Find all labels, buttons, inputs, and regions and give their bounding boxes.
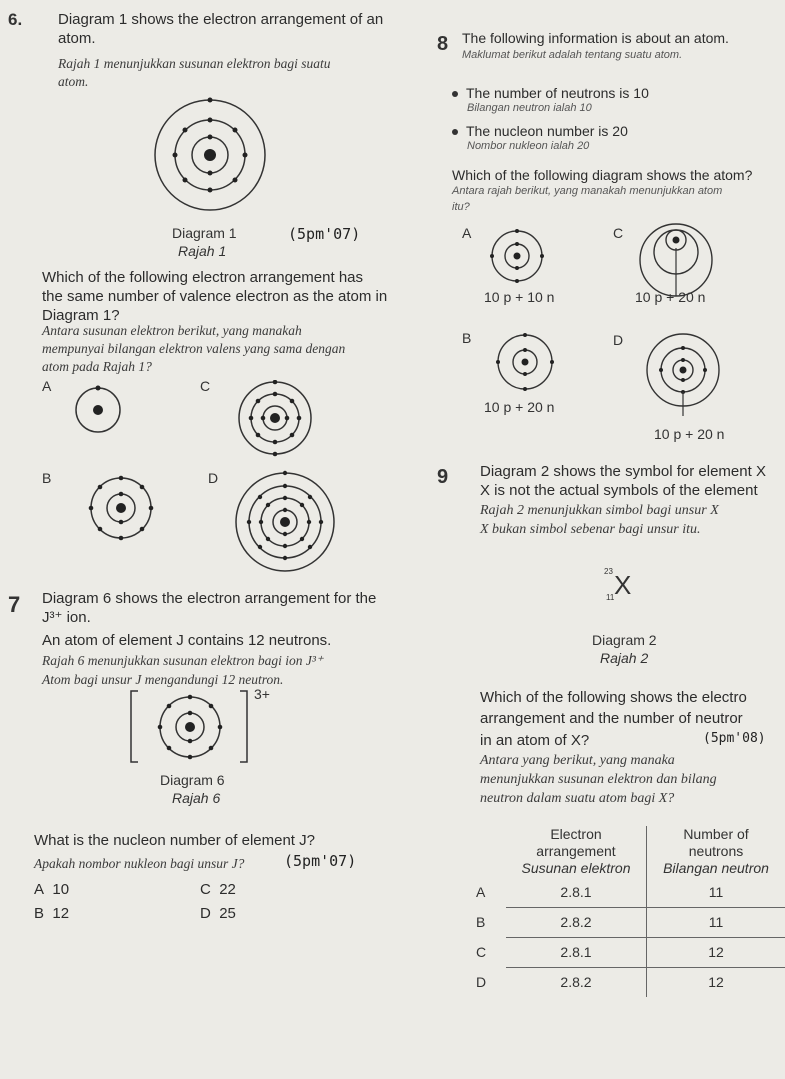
diagram1-caption-my: Rajah 1 [178, 243, 227, 259]
q6-question3: Diagram 1? [42, 307, 120, 324]
q8-bullet1-my: Bilangan neutron ialah 10 [467, 102, 592, 114]
q8-my1: Maklumat berikut adalah tentang suatu atom. [462, 49, 683, 61]
q8-bullet2-text: The nucleon number is 20 [466, 123, 628, 139]
header-number-of-neutrons [647, 826, 785, 877]
row-option-letter[interactable]: A [476, 884, 486, 900]
q7-option-d[interactable] [200, 904, 236, 923]
q9-my2: X bukan simbol sebenar bagi unsur itu. [480, 522, 701, 537]
q8-question1: Which of the following diagram shows the atom? [452, 167, 753, 183]
diagram6-caption-my: Rajah 6 [172, 790, 221, 806]
row-electron-arrangement: 2.8.1 [506, 937, 647, 967]
diagram2-caption-my: Rajah 2 [600, 650, 649, 666]
q7-question-my1: Apakah nombor nukleon bagi unsur J? [34, 856, 245, 871]
q7-option-b[interactable] [34, 904, 69, 923]
q6-option-d-letter[interactable]: D [208, 470, 219, 486]
header-ea-text: Electron arrangement [536, 826, 616, 859]
bullet-icon [452, 91, 458, 97]
q8-option-c-label: 10 p + 20 n [635, 289, 706, 305]
q8-question-my2: itu? [452, 201, 470, 213]
q7-handwritten-note: (5pm'07) [284, 852, 357, 870]
q9-handwritten-note: (5pm'08) [703, 731, 766, 746]
q9-mass-number: 23 [604, 567, 613, 576]
q6-my1: Rajah 1 menunjukkan susunan elektron bagi suatu [58, 56, 331, 71]
q9-line1: Diagram 2 shows the symbol for element X [480, 463, 766, 480]
q6-question-my1: Antara susunan elektron berikut, yang manakah [42, 323, 302, 338]
q6-option-a-letter[interactable]: A [42, 378, 52, 394]
row-neutrons: 11 [647, 907, 785, 937]
table-row[interactable] [476, 907, 785, 937]
q8-line1: The following information is about an atom. [462, 30, 729, 46]
q7-question1: What is the nucleon number of element J? [34, 832, 315, 849]
row-neutrons: 12 [647, 937, 785, 967]
q6-handwritten-note: (5pm'07) [288, 225, 361, 243]
q9-question-my2: menunjukkan susunan elektron dan bilang [480, 772, 717, 787]
q6-line2: atom. [58, 30, 96, 47]
header-n-my-text: Bilangan neutron [663, 860, 769, 876]
option-value: 25 [219, 905, 236, 922]
q9-question1: Which of the following shows the electro [480, 689, 747, 706]
option-letter: D [200, 905, 211, 922]
q7-option-c[interactable] [200, 880, 236, 899]
row-option-letter[interactable]: B [476, 914, 486, 930]
q6-number: 6. [8, 10, 23, 29]
diagram6-caption: Diagram 6 [160, 772, 225, 788]
row-neutrons: 12 [647, 967, 785, 997]
row-electron-arrangement: 2.8.2 [560, 974, 592, 991]
q6-my2: atom. [58, 74, 89, 89]
q7-line3: An atom of element J contains 12 neutrons. [42, 632, 332, 649]
option-value: 22 [219, 881, 236, 898]
q7-my1: Rajah 6 menunjukkan susunan elektron bagi ion J³⁺ [42, 653, 324, 668]
diagram1-atom [140, 95, 280, 220]
q8-option-d-letter[interactable]: D [613, 332, 624, 348]
q6-option-d-atom[interactable] [230, 470, 340, 580]
q6-option-b-letter[interactable]: B [42, 470, 52, 486]
q6-option-b-atom[interactable] [85, 472, 157, 544]
table-row[interactable] [476, 877, 785, 907]
q9-question-my1: Antara yang berikut, yang manaka [480, 753, 675, 768]
option-letter: A [34, 881, 45, 898]
q9-answer-table [476, 826, 785, 997]
q6-option-c-letter[interactable]: C [200, 378, 211, 394]
q9-question-my3: neutron dalam suatu atom bagi X? [480, 791, 675, 806]
q7-number: 7 [8, 592, 21, 617]
q8-number: 8 [437, 33, 449, 55]
table-row[interactable] [476, 967, 785, 997]
q8-option-a-letter[interactable]: A [462, 225, 472, 241]
q9-my1: Rajah 2 menunjukkan simbol bagi unsur X [480, 503, 719, 518]
row-electron-arrangement: 2.8.2 [506, 907, 647, 937]
q6-option-c-atom[interactable] [225, 380, 325, 460]
diagram1-caption: Diagram 1 [172, 225, 237, 241]
q7-ion: J³⁺ ion. [42, 609, 91, 626]
q6-question2: the same number of valence electron as the atom in [42, 288, 388, 305]
row-neutrons: 11 [647, 877, 785, 907]
q9-proton-number: 11 [606, 593, 615, 602]
q9-symbol: X [614, 570, 632, 600]
bullet-icon [452, 129, 458, 135]
q8-option-a-atom[interactable] [482, 228, 552, 288]
q6-question-my3: atom pada Rajah 1? [42, 359, 152, 374]
ion-charge: 3+ [254, 686, 270, 702]
header-ea-my-text: Susunan elektron [521, 860, 631, 876]
q6-question1: Which of the following electron arrangement has [42, 269, 364, 286]
option-value: 10 [52, 881, 70, 898]
row-electron-arrangement: 2.8.1 [506, 877, 647, 907]
option-letter: C [200, 881, 211, 898]
row-option-letter[interactable]: C [476, 944, 487, 960]
q7-line1: Diagram 6 shows the electron arrangement for the [42, 590, 377, 607]
q6-option-a-atom[interactable] [68, 385, 128, 435]
q6-line1: Diagram 1 shows the electron arrangement of an [58, 11, 384, 28]
header-n-text: Number of neutrons [683, 826, 749, 859]
diagram6-ion [128, 690, 253, 765]
q9-question2: arrangement and the number of neutror [480, 710, 743, 727]
q8-option-c-letter[interactable]: C [613, 225, 624, 241]
q8-option-b-label: 10 p + 20 n [484, 399, 555, 415]
q8-option-b-letter[interactable]: B [462, 330, 472, 346]
q8-bullet2-my: Nombor nukleon ialah 20 [467, 140, 590, 152]
row-option-letter[interactable]: D [476, 974, 487, 990]
q6-question-my2: mempunyai bilangan elektron valens yang sama dengan [42, 341, 346, 356]
table-row[interactable] [476, 937, 785, 967]
option-letter: B [34, 905, 45, 922]
header-electron-arrangement [506, 826, 647, 877]
q8-option-d-label: 10 p + 20 n [654, 426, 725, 442]
q8-option-b-atom[interactable] [492, 332, 562, 396]
diagram2-caption: Diagram 2 [592, 632, 657, 648]
q8-bullet1-text: The number of neutrons is 10 [466, 85, 649, 101]
q9-line2: X is not the actual symbols of the element [480, 482, 758, 499]
q8-question-my1: Antara rajah berikut, yang manakah menunjukkan atom [452, 185, 723, 197]
q7-my2: Atom bagi unsur J mengandungi 12 neutron. [42, 672, 284, 687]
q9-number: 9 [437, 466, 449, 488]
q8-option-d-atom[interactable] [636, 330, 731, 420]
q9-question3: in an atom of X? [480, 732, 590, 749]
option-value: 12 [52, 905, 70, 922]
table-header-row [476, 826, 785, 877]
q7-option-a[interactable] [34, 880, 69, 899]
q8-option-a-label: 10 p + 10 n [484, 289, 555, 305]
